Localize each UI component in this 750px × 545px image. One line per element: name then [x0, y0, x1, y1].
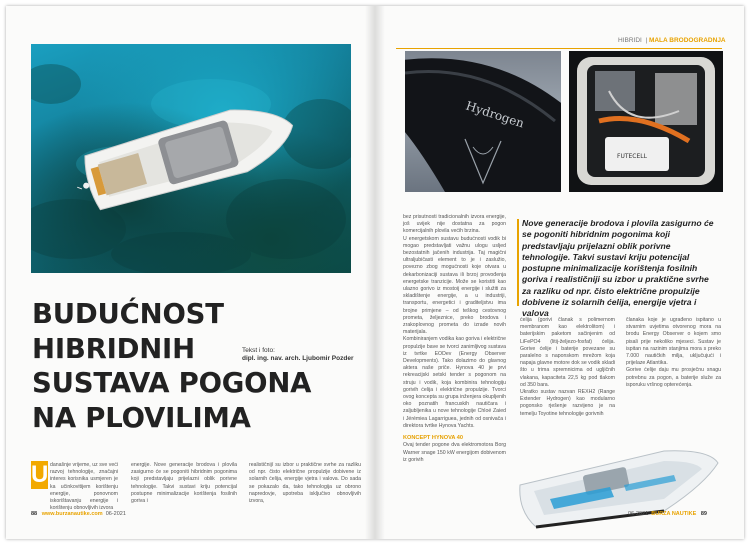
page-number-left: 88 — [31, 511, 38, 517]
footer-date-right: 06-2021 — [628, 511, 649, 517]
hull-lettering: Hydrogen — [464, 98, 526, 131]
section-tag: HIBRIDI | MALA BRODOGRADNJA — [618, 37, 726, 44]
footer-date-left: 06-2021 — [105, 511, 126, 517]
body-column-3: realističnijí su izbor u praktične svrhe za razliku od npr. čisto električne propulzije dobivene iz solarnih ćelija, energije vjetra i valova. Do sada se pokazalo da, tako tehnologija uz obrono napredovje, upotreba isključivo obnovljivih izvora, — [249, 462, 361, 505]
body-column-4 — [403, 214, 506, 464]
section-rule — [396, 48, 722, 49]
photo-hull-detail — [405, 51, 561, 192]
title-line-2: HIBRIDNIH — [32, 332, 195, 365]
body-column-2: energije. Nove generacije brodova i plovila zasigurno će se pogoniti hibridnim pogonima koji predstavljaju prijelazni oblik porivne tehnologije. Takvi sustavi kriju potencijal postupne minimalizacije korištenja fosilnih goriva i — [131, 462, 237, 505]
footer-right — [628, 511, 707, 517]
subhead-koncept: KONCEPT HYNOVA 40 — [403, 435, 463, 442]
photo-fuel-cell — [569, 51, 723, 192]
title-line-3: SUSTAVA POGONA — [32, 367, 312, 399]
hero-photo-sea-boat — [31, 44, 351, 273]
section-label: HIBRIDI — [618, 37, 642, 44]
footer-brand: BURZA NAUTIKE — [651, 511, 697, 517]
magazine-spread — [6, 6, 744, 539]
drop-cap: U — [31, 461, 49, 488]
section-title: MALA BRODOGRADNJA — [648, 37, 726, 44]
credit-label: Tekst i foto: — [242, 347, 275, 354]
fuelcell-label: FUTECELL — [617, 153, 647, 160]
pull-quote-bar — [517, 219, 519, 306]
body-column-6: članaka koje je ugrađeno ispitano u stvarnim uvjetima otvorenog mora na brodu Energy Observer o kojem smo pisali prije nekoliko mjeseci. Sustav je ispitan na razinim stanjima mora s preko 7.000 nautičkih milja, uključujući i prijelaze Atlantika. Gorive ćelije daju mu prosječnu snagu potrebnu za pogon, a baterije služe za isporuku vršnog opterećenja. — [626, 317, 721, 388]
column-4-text: bez prisutnosti tradicionalnih izvora energije, još uvijek nije dostatna za pogon komercijalnih plovila većih brzina. U energetskom sustavu budućnosti vodik bi mogao predstavljati važnu ulogu usljed bezostatnih jačenih industrija. Taj magični ultraljubičasti element to je i zaslužio, povezno zbog mogućnosti koje otvara u dekarbonizaciji sustava ili brzoj provođenja energetske tranzicije. Može se koristiti kao ulazno gorivo iz mostoij energije i služiti za skladištenje energije, a u industriji, transportu, energetici i graditeljstvu ima brojne primjene – od teškog cestovnog prometa, željeznice, preko brodova i zrakoplovnog prometa do izrade novih materijala. Kombiniranjem vodika kao goriva i električne propulzije bave se tvorci zanimljivog sustava iz tvrtke EODev (Energy Observer Developments). Tako dolazimo do glavnog aktera naše priče. Hynova 40 je prvi rekreacijski setski tender s pogonom na struju i vodik, koja kombinira tehnologiju gorivih ćelija i električne propulzije. Tvorci ovog koncepta su grupa inženjera okupljenih oko poznatih francuskih nautičara i zaljubljenika u nove tehnologije Chloé Zaied i Jérémiea Lagarriguea, jednih od osnivača i direktora tvrtke Hynova Yachts. — [403, 214, 506, 429]
footer-url: www.burzanautike.com — [41, 511, 103, 517]
pull-quote: Nove generacije brodova i plovila zasigurno će se pogoniti hibridnim pogonima koji predstavljaju prijelazni oblik porivne tehnologije. Takvi sustavi kriju potencijal postupne minimalizacije korištenja fosilnih goriva i realističniji su izbor u praktične svrhe za razliku od npr. čisto električne propulzije dobivene iz solarnih ćelija, energije vjetra i valova — [522, 218, 714, 319]
body-column-5: ćelija (gorivi članak s polimernom membranom kao elektrolitom) i baterijskim paketom sačinjenim od LiFePO4 (litij-željezo-fosfat) ćelija. Gorive ćelije i baterije povezane su paralelno s naponskom mrežom koja napaja glavne motore dok se vodik skladi što u trima spremnicima od ugljičnih vlakana, kapaciteta 22,5 kg pod tlakom od 350 bara. Ukratko sustav nazvan REXH2 (Range Extender Hydrogen) kao modularno pogonsko rješenje razvijeno je na temelju Toyotine tehnologije gorivnih — [520, 317, 615, 417]
footer-left — [31, 511, 126, 517]
title-line-4: NA PLOVILIMA — [32, 401, 251, 434]
page-number-right: 89 — [700, 511, 707, 517]
title-line-1: BUDUĆNOST — [32, 298, 224, 330]
page-gutter — [365, 6, 385, 539]
credit-author: dipl. ing. nav. arch. Ljubomir Pozder — [242, 355, 354, 362]
column-4b-text: Ovaj tender pogone dva elektromotora Borg Warner snage 150 kW energijom dobivenom iz gorivih — [403, 442, 506, 463]
body-column-1: današnje vrijeme, uz sve veći razvoj tehnologije, značajni interes korisnika usmjeren je ka učinkovitijem korištenju energije, ponovnom iskorištavanju energije i korištenju obnovljivih izvora — [50, 462, 118, 512]
